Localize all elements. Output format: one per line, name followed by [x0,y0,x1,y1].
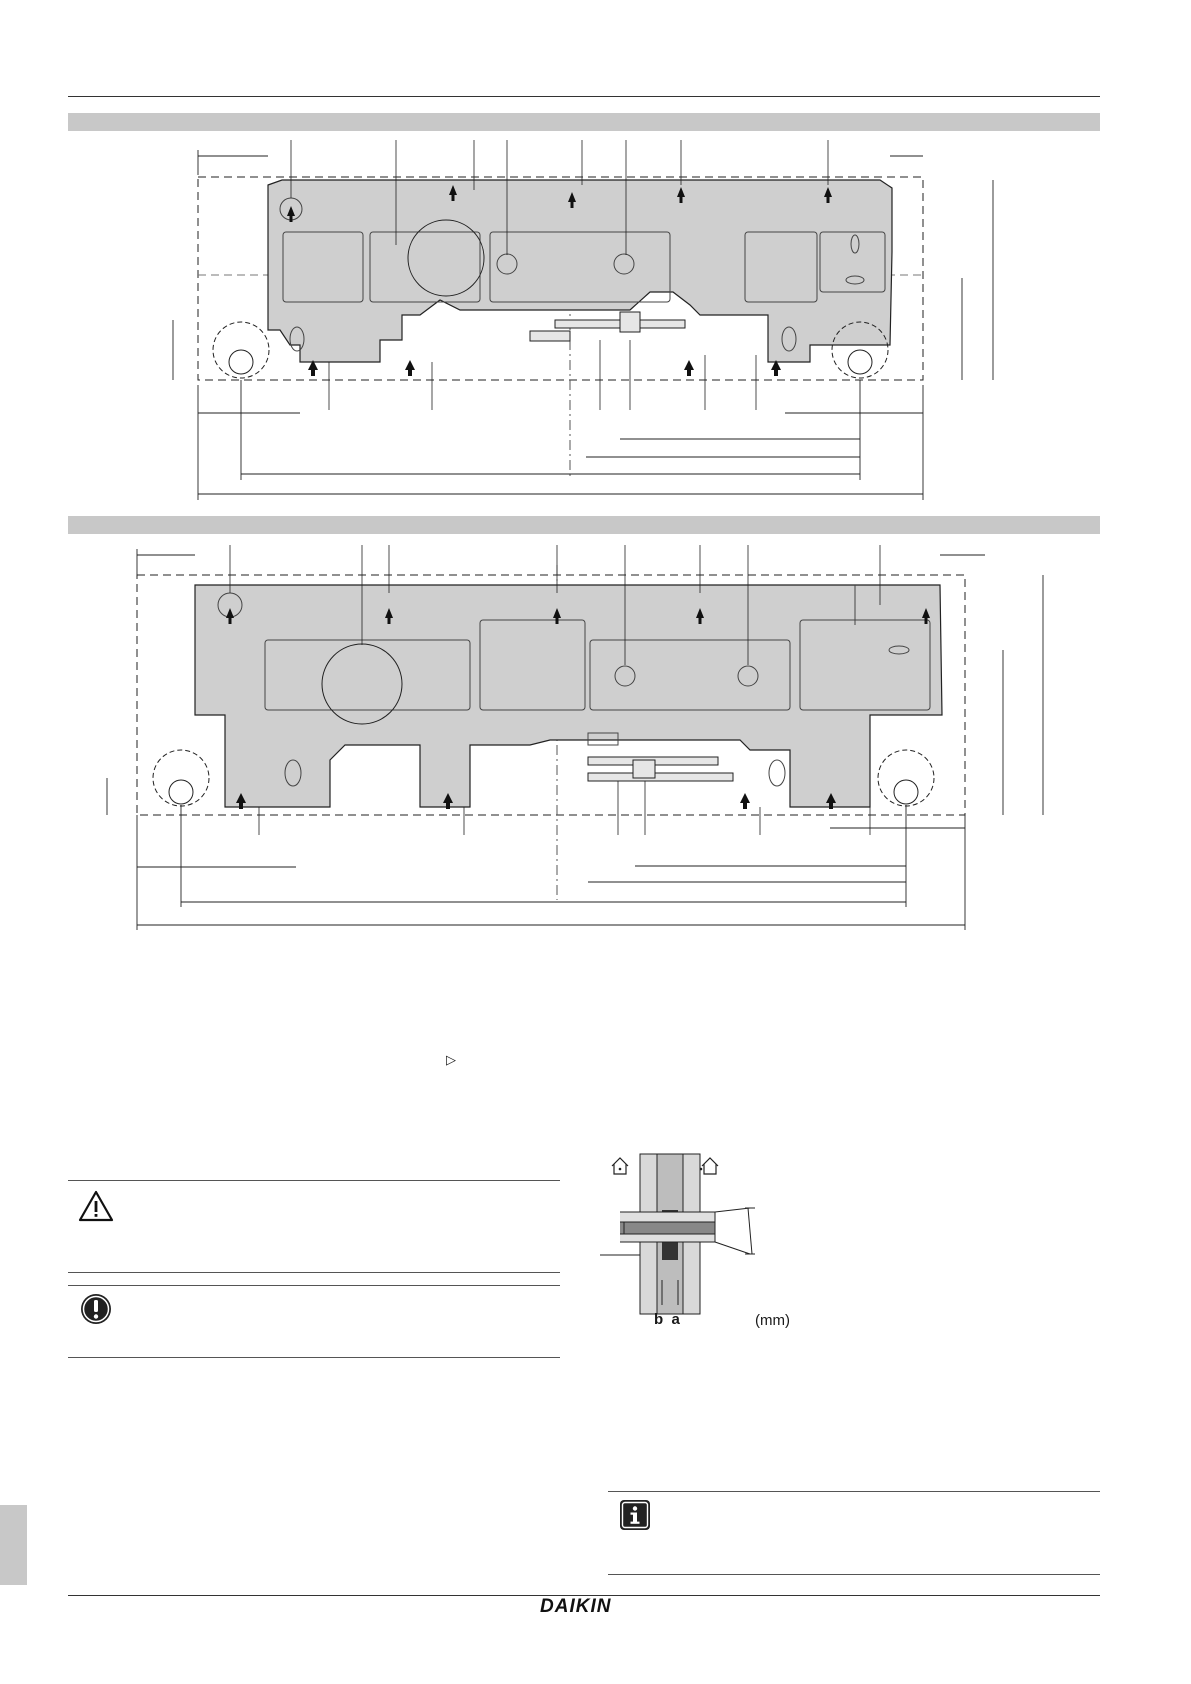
daikin-logo: DAIKIN [540,1596,612,1617]
label-b: b [654,1311,664,1328]
info-rule-top [608,1491,1100,1492]
header-rule [68,96,1100,97]
section-band-2 [68,516,1100,534]
mounting-plate-drawing-2 [0,545,1191,935]
section-band-1 [68,113,1100,131]
chapter-side-tab [0,1505,27,1585]
label-a: a [671,1311,680,1328]
important-rule-top [68,1285,560,1286]
warning-rule-bottom [68,1272,560,1273]
unit-label: (mm) [755,1312,790,1329]
important-rule-bottom [68,1357,560,1358]
warning-triangle-icon [75,1188,117,1224]
figure-label-b-a [654,1311,680,1328]
warning-rule-top [68,1180,560,1181]
wall-pipe-figure [600,1150,800,1320]
info-rule-bottom [608,1574,1100,1575]
mounting-plate-drawing-1 [0,140,1191,510]
triangle-pointer-icon: ▷ [446,1052,456,1067]
info-icon [617,1497,653,1533]
exclamation-circle-icon [78,1291,114,1327]
